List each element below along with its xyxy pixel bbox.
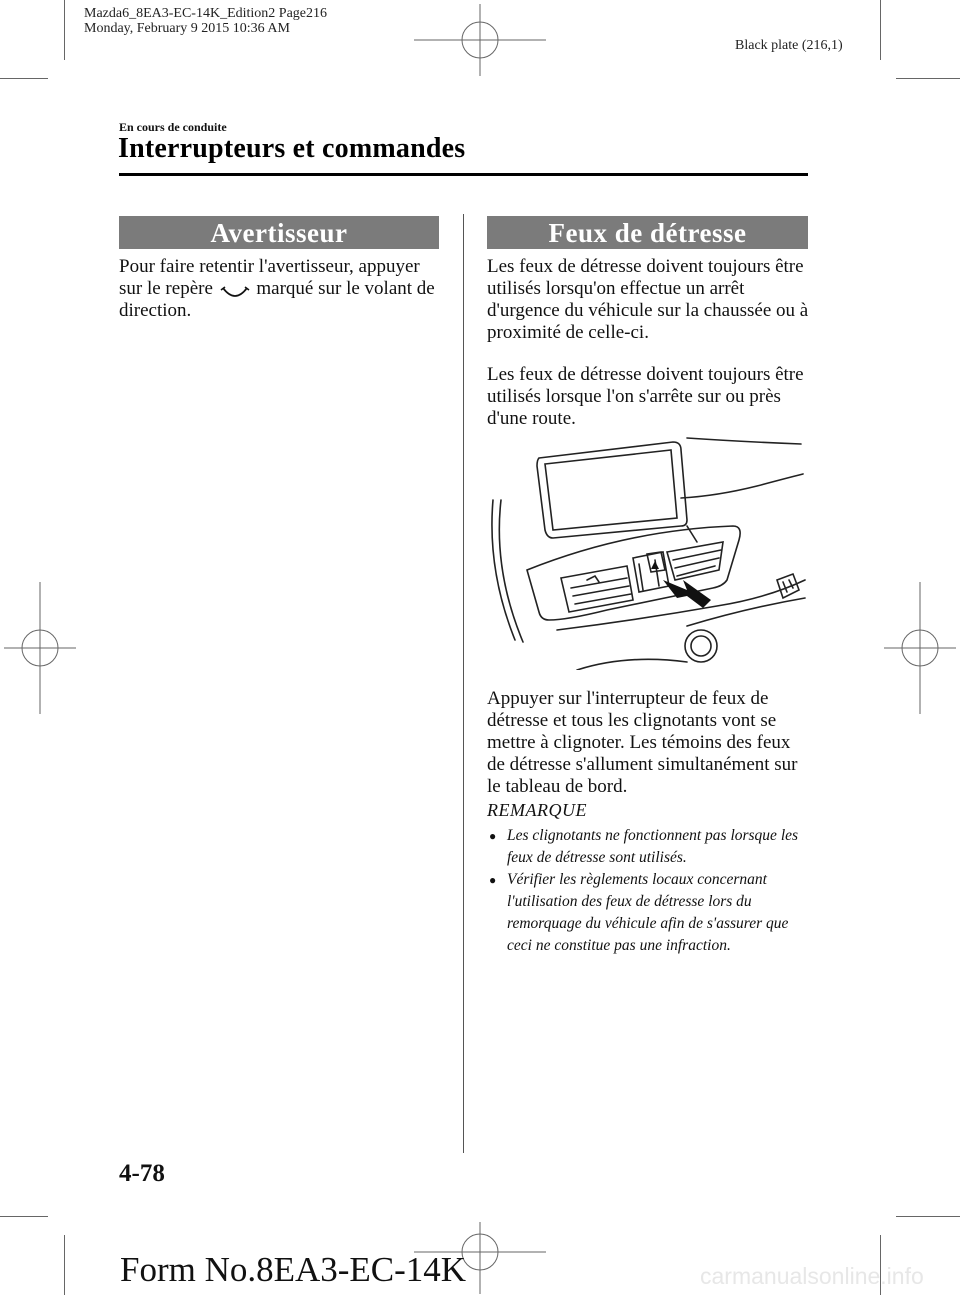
chapter-rule [119,173,808,176]
crop-mark [0,78,48,79]
horn-icon [218,283,252,297]
note-item-text: Vérifier les règlements locaux concernant l'utilisation des feux de détresse lors du remorquage du véhicule afin de s'assurer que ceci ne constitue pas une infraction. [507,871,789,954]
note-title: REMARQUE [487,800,587,820]
registration-target-top [414,4,546,76]
section-label: En cours de conduite [119,120,227,134]
watermark: carmanualsonline.info [700,1263,924,1289]
bullet-icon: ● [489,873,497,887]
hazard-switch-illustration [487,430,809,670]
feux-paragraph-1: Les feux de détresse doivent toujours être utilisés lorsqu'on effectue un arrêt d'urgence du véhicule sur la chaussée ou à proximité de celle-ci. [487,256,809,343]
feux-instructions: Appuyer sur l'interrupteur de feux de détresse et tous les clignotants vont se mettre à clignoter. Les témoins des feux de détresse s'allument simultanément sur le tableau de bord. [487,688,798,797]
note-block [487,800,809,957]
print-job-line-1: Mazda6_8EA3-EC-14K_Edition2 Page216 [84,6,328,21]
note-item [487,869,809,957]
print-job-info [84,6,327,36]
page-number: 4-78 [119,1160,165,1187]
avertisseur-text [119,256,439,322]
form-number: Form No.8EA3-EC-14K [120,1250,467,1289]
crop-mark [64,0,65,60]
crop-mark [896,78,960,79]
crop-mark [0,1216,48,1217]
bullet-icon: ● [489,829,497,843]
plate-info: Black plate (216,1) [735,38,843,53]
feux-paragraph-2: Les feux de détresse doivent toujours être utilisés lorsque l'on s'arrête sur ou près d'une route. [487,364,804,429]
avertisseur-text-part1: Pour faire retentir l'avertisseur, appuyer sur le repère [119,256,420,299]
feux-text-block [487,256,809,450]
section-heading-feux-de-detresse: Feux de détresse [487,216,808,249]
avertisseur-text-part2: marqué sur le volant de direction. [119,278,435,321]
registration-target-right [884,582,956,714]
note-item-text: Les clignotants ne fonctionnent pas lorsque les feux de détresse sont utilisés. [507,827,799,866]
crop-mark [896,1216,960,1217]
chapter-title: Interrupteurs et commandes [118,133,466,164]
note-list [487,825,809,957]
registration-target-left [4,582,76,714]
print-job-line-2: Monday, February 9 2015 10:36 AM [84,21,290,36]
crop-mark [64,1235,65,1295]
note-item [487,825,809,869]
section-heading-avertisseur: Avertisseur [119,216,439,249]
crop-mark [880,0,881,60]
column-divider [463,214,464,1153]
